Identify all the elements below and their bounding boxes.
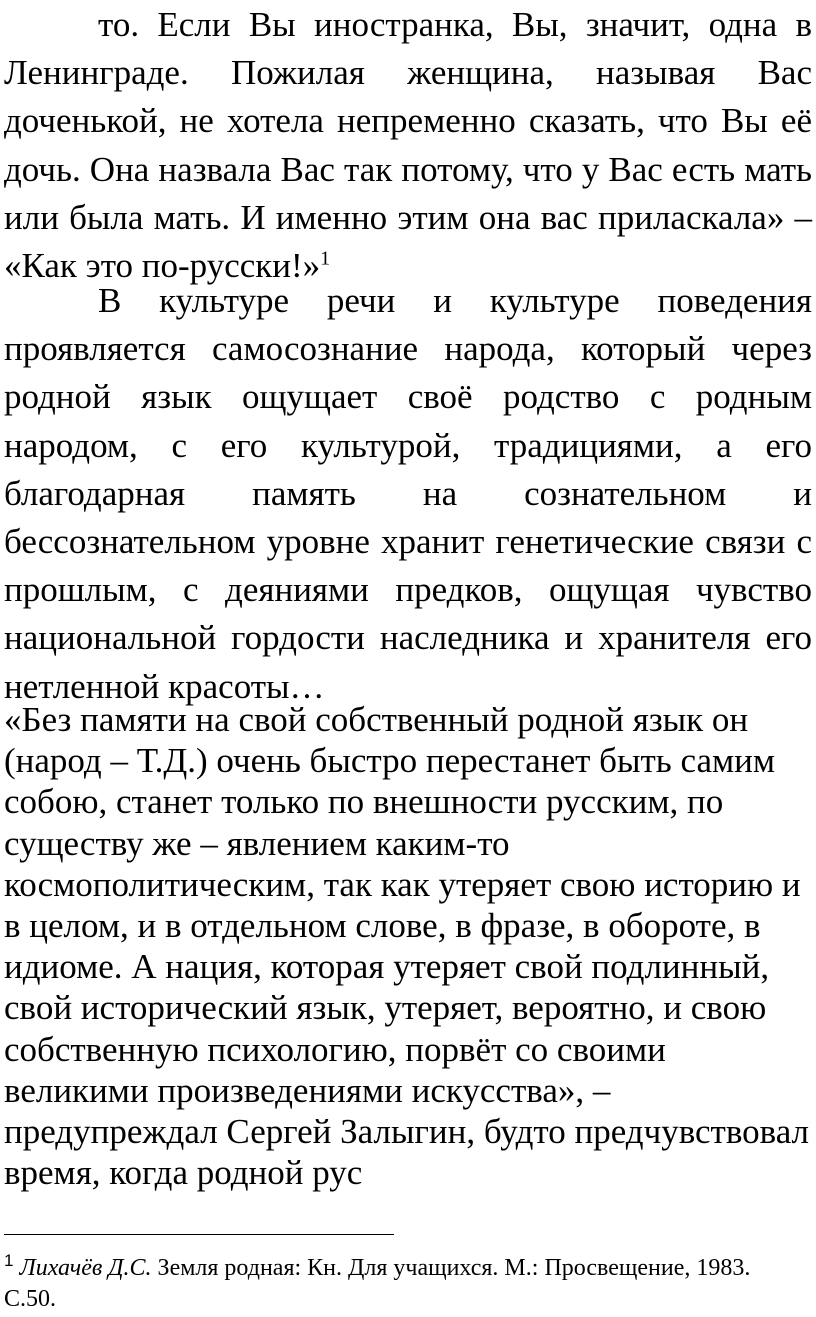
- quotation-paragraph: «Без памяти на свой собственный родной язык он (народ – Т.Д.) очень быстро перестанет быть самим собою, станет только по внешности русским, по существу же – явлением каким-то космополитическим, так как утеряет свою историю и в целом, и в отдельном слове, в фразе, в обороте, в идиоме. А нация, которая утеряет свой подлинный, свой исторический язык, утеряет, вероятно, и свою собственную психологию, порвёт со своими великими произведениями искусства», – предупреждал Сергей Залыгин, будто предчувствовал время, когда родной рус: [4, 700, 809, 1193]
- footnote: [4, 1253, 804, 1315]
- footnote-number: 1: [4, 1251, 14, 1270]
- footnote-reference: 1: [320, 247, 331, 270]
- paragraph-1-text: то. Если Вы иностранка, Вы, значит, одна в Ленинграде. Пожилая женщина, называя Вас доченькой, не хотела непременно сказать, что Вы её дочь. Она назвала Вас так потому, что у Вас есть мать или была мать. И именно этим она вас приласкала» – «Как это по-русски!»: [4, 5, 812, 286]
- paragraph-2: В культуре речи и культуре поведения проявляется самосознание народа, который через родной язык ощущает своё родство с родным народом, с его культурой, традициями, а его благодарная память на сознательном и бессознательном уровне хранит генетические связи с прошлым, с деяниями предков, ощущая чувство национальной гордости наследника и хранителя его нетленной красоты…: [4, 281, 812, 706]
- footnote-citation: Земля родная: Кн. Для учащихся. М.: Просвещение, 1983. С.50.: [4, 1255, 751, 1312]
- footnote-author: Лихачёв Д.С.: [19, 1255, 152, 1281]
- footnote-separator: [4, 1234, 394, 1235]
- paragraph-1: [4, 1, 812, 290]
